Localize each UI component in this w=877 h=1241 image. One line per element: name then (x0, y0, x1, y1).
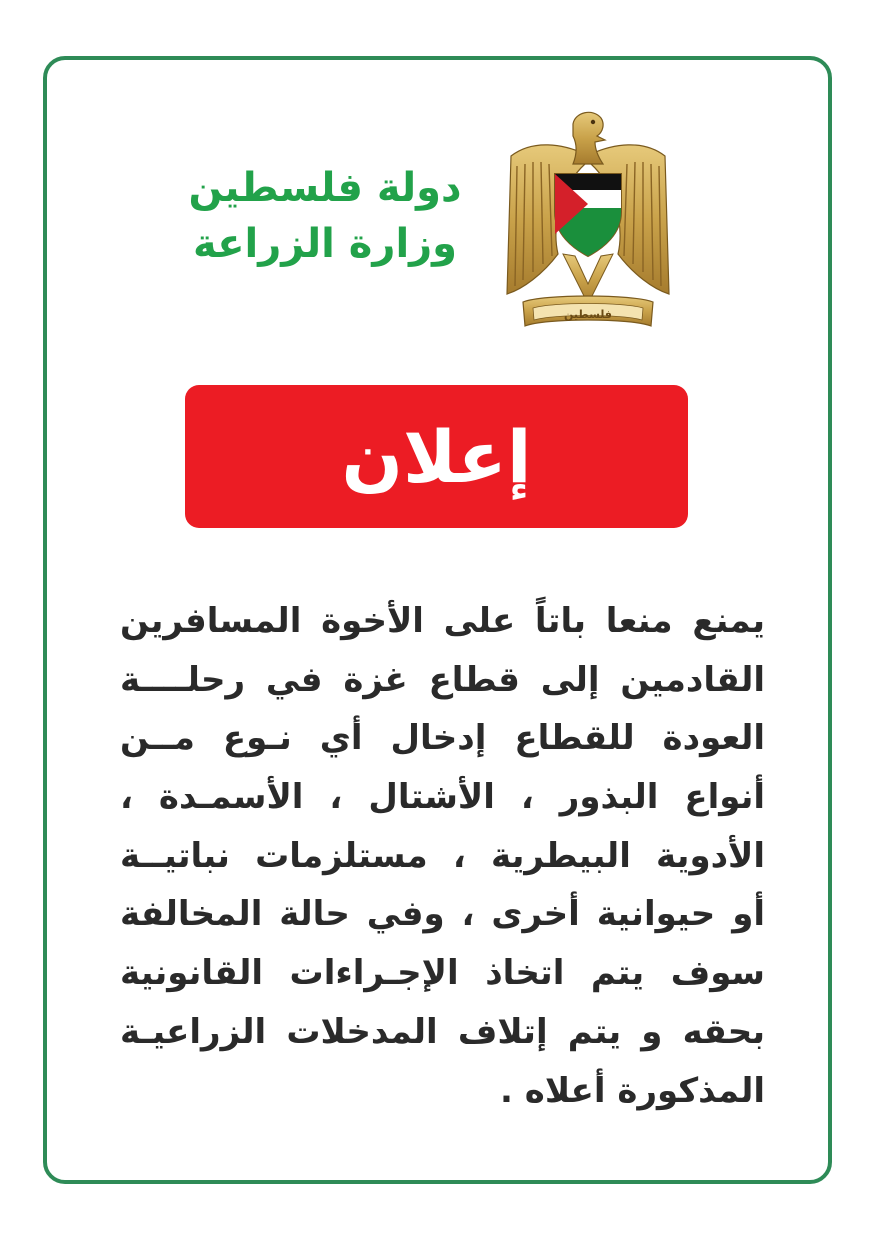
ministry-heading (165, 160, 485, 272)
announcement-banner (185, 385, 688, 528)
notice-body (120, 592, 765, 1122)
body-line: المذكورة أعلاه . (500, 1070, 765, 1111)
state-name: دولة فلسطين (188, 165, 462, 211)
body-line: أو حيوانية أخرى ، وفي حالة المخالفة (120, 894, 765, 935)
body-line: أنواع البذور ، الأشتال ، الأسمـدة ، (120, 777, 765, 818)
body-line: العودة للقطاع إدخال أي نـوع مــن (120, 718, 765, 759)
body-line: يمنع منعا باتاً على الأخوة المسافرين (120, 601, 765, 641)
announcement-title: إعلان (341, 414, 532, 499)
palestine-eagle-emblem-icon (503, 104, 673, 336)
body-line: القادمين إلى قطاع غزة في رحلــــة (120, 659, 765, 700)
emblem-scroll-text: فلسطين (564, 308, 612, 321)
body-line: سوف يتم اتخاذ الإجـراءات القانونية (120, 953, 765, 994)
body-line: بحقه و يتم إتلاف المدخلات الزراعيـة (120, 1011, 765, 1052)
ministry-name: وزارة الزراعة (192, 221, 458, 267)
body-line: الأدوية البيطرية ، مستلزمات نباتيــة (120, 835, 765, 876)
